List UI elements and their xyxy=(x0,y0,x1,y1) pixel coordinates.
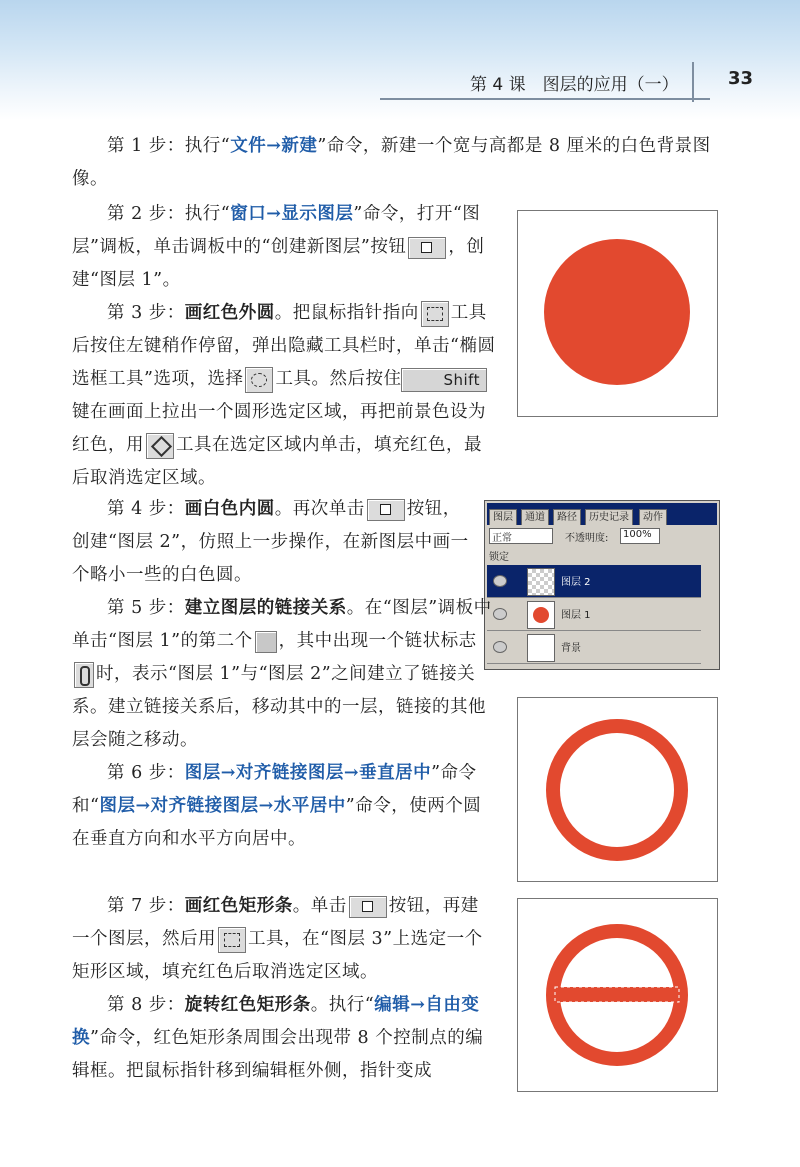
elliptical-marquee-icon xyxy=(245,367,273,393)
blend-mode-select[interactable]: 正常 xyxy=(489,528,553,544)
layer-row-background[interactable] xyxy=(487,631,701,664)
ring-bar-drawing xyxy=(518,899,717,1091)
step-1: 第 1 步：执行“文件→新建”命令，新建一个宽与高都是 8 厘米的白色背景图像。 xyxy=(72,136,711,189)
layer-name: 图层 1 xyxy=(561,610,591,621)
eye-icon[interactable] xyxy=(493,641,507,653)
page-number: 33 xyxy=(728,68,754,89)
marquee-tool-icon xyxy=(218,927,246,953)
shift-key: Shift xyxy=(401,368,487,392)
eye-icon[interactable] xyxy=(493,608,507,620)
link-slot-icon xyxy=(255,631,277,653)
layer-name: 图层 2 xyxy=(561,577,591,588)
step-7: 第 7 步：画红色矩形条。单击 按钮，再建一个图层，然后用 工具，在“图层 3”上选定一个矩形区域，填充红色后取消选定区域。 xyxy=(72,896,483,982)
figure-red-circle xyxy=(517,210,718,417)
step-6: 第 6 步：图层→对齐链接图层→垂直居中”命令和“图层→对齐链接图层→水平居中”命令，使两个圆在垂直方向和水平方向居中。 xyxy=(72,763,482,849)
tab-history[interactable]: 历史记录 xyxy=(585,509,633,525)
layer-thumbnail xyxy=(527,568,555,596)
new-layer-icon xyxy=(408,237,446,259)
figure-red-ring xyxy=(517,697,718,882)
red-circle-shape xyxy=(544,239,690,385)
layer-row-2[interactable] xyxy=(487,565,701,598)
step-2: 第 2 步：执行“窗口→显示图层”命令，打开“图层”调板，单击调板中的“创建新图层”按钮 ，创建“图层 1”。 xyxy=(72,204,485,290)
tab-paths[interactable]: 路径 xyxy=(553,509,581,525)
layers-panel xyxy=(484,500,720,670)
panel-tabs xyxy=(487,503,717,525)
lock-label: 锁定 xyxy=(489,552,509,563)
new-layer-icon xyxy=(349,896,387,918)
step-5: 第 5 步：建立图层的链接关系。在“图层”调板中单击“图层 1”的第二个 ，其中出现一个链状标志时，表示“图层 1”与“图层 2”之间建立了链接关系。建立链接关系后，移动其中的一层，链接的其他层会随之移动。 xyxy=(72,598,492,750)
header-divider xyxy=(692,62,694,102)
layer-name: 背景 xyxy=(561,643,581,654)
opacity-label: 不透明度: xyxy=(565,533,609,544)
eye-icon[interactable] xyxy=(493,575,507,587)
layer-thumbnail xyxy=(527,601,555,629)
layer-row-1[interactable] xyxy=(487,598,701,631)
step-4: 第 4 步：画白色内圆。再次单击 按钮，创建“图层 2”，仿照上一步操作，在新图层中画一个略小一些的白色圆。 xyxy=(72,499,469,585)
opacity-input[interactable]: 100% xyxy=(620,528,660,544)
tab-layers[interactable]: 图层 xyxy=(489,509,517,525)
red-circle-drawing xyxy=(518,211,717,416)
red-bar-shape xyxy=(555,987,679,1002)
chain-link-icon xyxy=(74,662,94,688)
paint-bucket-icon xyxy=(146,433,174,459)
lesson-title: 第 4 课 图层的应用（一） xyxy=(470,75,679,95)
tab-channels[interactable]: 通道 xyxy=(521,509,549,525)
step-3: 第 3 步：画红色外圆。把鼠标指针指向 工具后按住左键稍作停留，弹出隐藏工具栏时，单击“椭圆选框工具”选项，选择 工具。然后按住 Shift键在画面上拉出一个圆形选定区域，再把前景色设为红色，用 工具在选定区域内单击，填充红色，最后取消选定区域。 xyxy=(72,297,497,495)
new-layer-icon xyxy=(367,499,405,521)
marquee-tool-icon xyxy=(421,301,449,327)
figure-ring-with-bar xyxy=(517,898,718,1092)
red-dot-icon xyxy=(533,607,549,623)
tab-actions[interactable]: 动作 xyxy=(639,509,667,525)
step-8: 第 8 步：旋转红色矩形条。执行“编辑→自由变换”命令，红色矩形条周围会出现带 8 个控制点的编辑框。把鼠标指针移到编辑框外侧，指针变成 xyxy=(72,995,484,1081)
red-ring-drawing xyxy=(518,698,717,881)
header-rule xyxy=(380,98,710,100)
page-header xyxy=(0,0,800,120)
red-ring-shape xyxy=(553,726,681,854)
layer-thumbnail xyxy=(527,634,555,662)
